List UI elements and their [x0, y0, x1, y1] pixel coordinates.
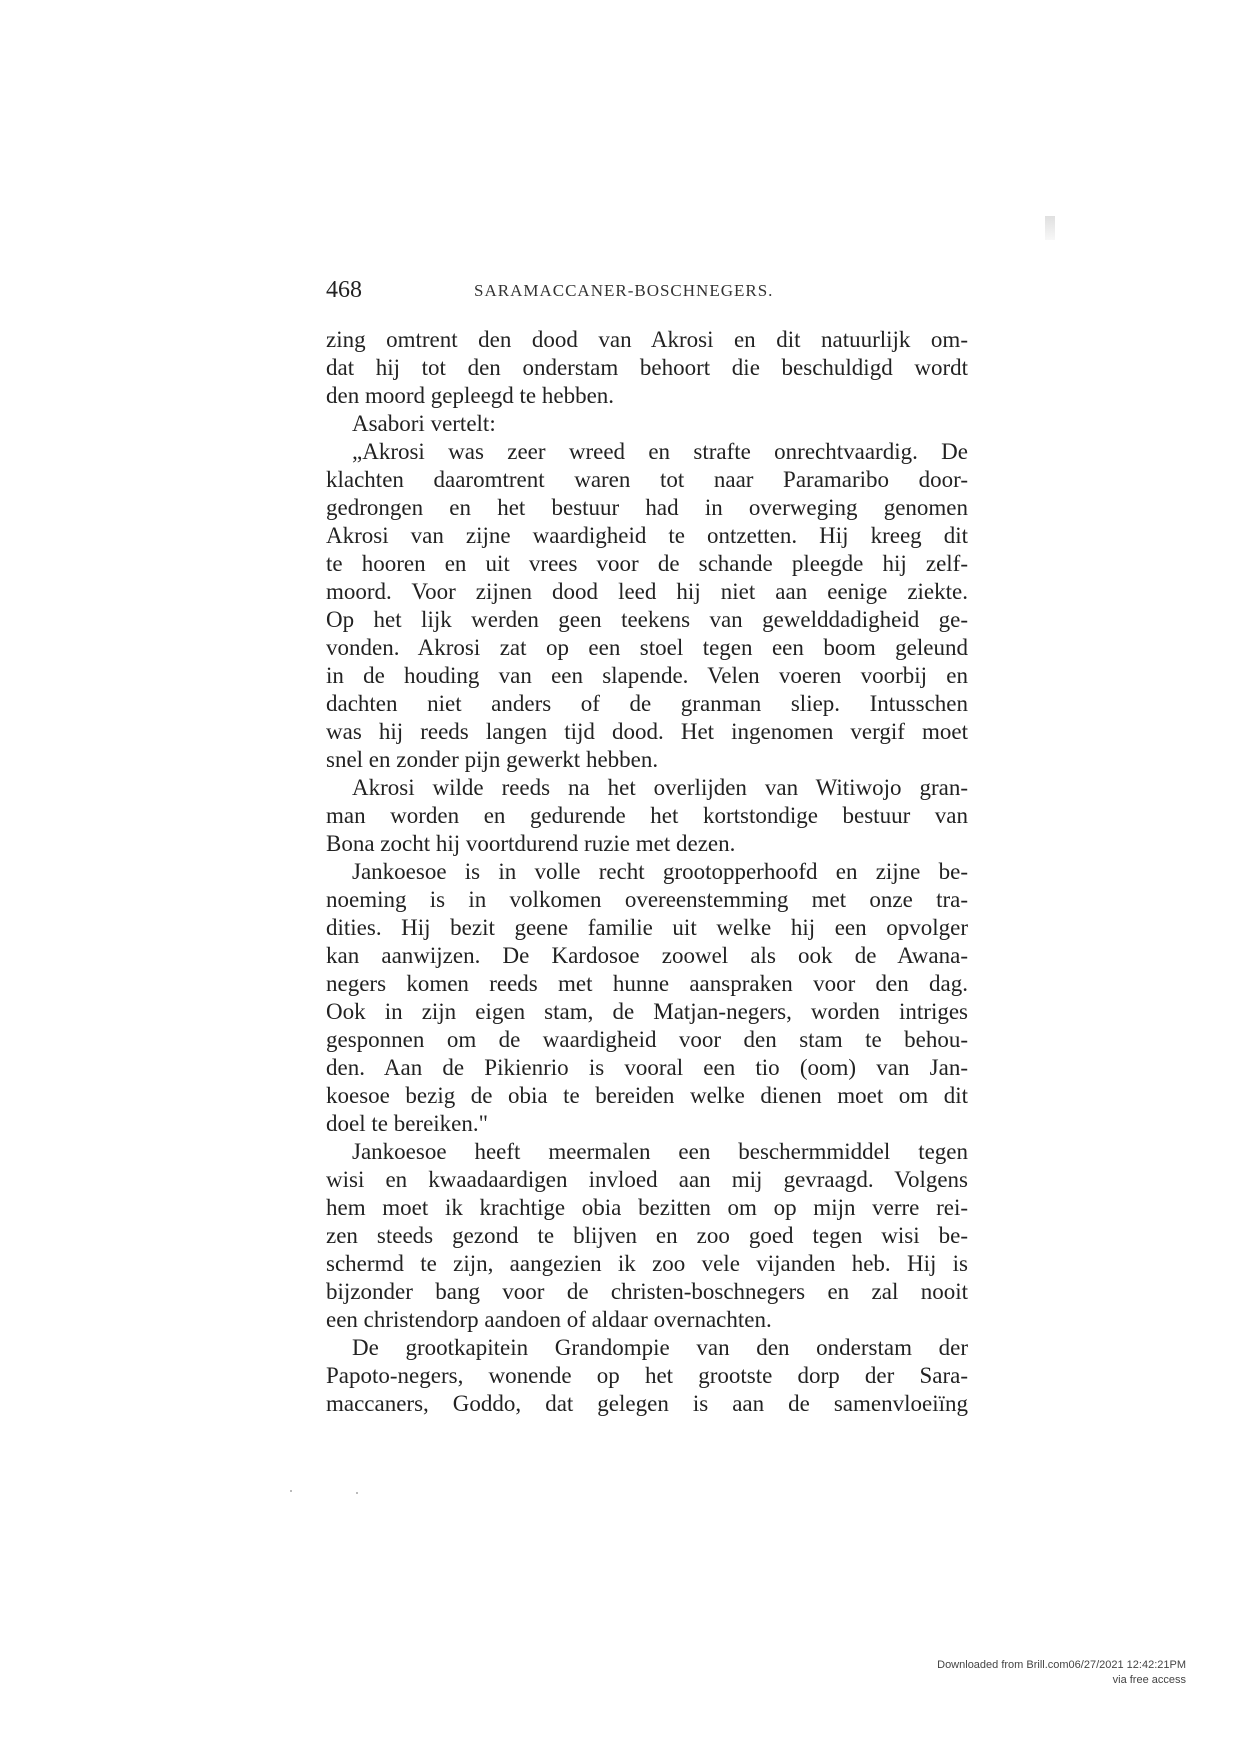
text-line: Jankoesoe is in volle recht grootopperhoofd en zijne be-: [352, 859, 968, 884]
download-notice: [937, 1658, 1186, 1688]
text-line: schermd te zijn, aangezien ik zoo vele vijanden heb. Hij is: [326, 1251, 968, 1276]
page-header: [326, 277, 976, 307]
text-line: gesponnen om de waardigheid voor den stam te behou-: [326, 1027, 968, 1052]
text-line: den moord gepleegd te hebben.: [326, 383, 615, 408]
text-line: klachten daaromtrent waren tot naar Paramaribo door-: [326, 467, 968, 492]
text-line: doel te bereiken.": [326, 1111, 489, 1136]
text-line: vonden. Akrosi zat op een stoel tegen een boom geleund: [326, 635, 968, 660]
text-line: negers komen reeds met hunne aanspraken voor den dag.: [326, 971, 968, 996]
text-line: dat hij tot den onderstam behoort die beschuldigd wordt: [326, 355, 968, 380]
text-line: Op het lijk werden geen teekens van gewelddadigheid ge-: [326, 607, 968, 632]
text-line: Akrosi van zijne waardigheid te ontzetten. Hij kreeg dit: [326, 523, 968, 548]
text-line: Jankoesoe heeft meermalen een beschermmiddel tegen: [352, 1139, 968, 1164]
text-line: man worden en gedurende het kortstondige bestuur van: [326, 803, 968, 828]
running-head: SARAMACCANER-BOSCHNEGERS.: [474, 281, 774, 300]
page-number: 468: [326, 277, 362, 303]
access-note: via free access: [1112, 1674, 1186, 1686]
text-line: Papoto-negers, wonende op het grootste dorp der Sara-: [326, 1363, 968, 1388]
text-line: koesoe bezig de obia te bereiden welke dienen moet om dit: [326, 1083, 968, 1108]
text-line: noeming is in volkomen overeenstemming met onze tra-: [326, 887, 968, 912]
text-line: kan aanwijzen. De Kardosoe zoowel als ook de Awana-: [326, 943, 968, 968]
text-line: in de houding van een slapende. Velen voeren voorbij en: [326, 663, 968, 688]
text-line: snel en zonder pijn gewerkt hebben.: [326, 747, 659, 772]
text-line: zen steeds gezond te blijven en zoo goed tegen wisi be-: [326, 1223, 968, 1248]
text-line: bijzonder bang voor de christen-boschnegers en zal nooit: [326, 1279, 968, 1304]
text-line: Asabori vertelt:: [352, 411, 496, 436]
text-line: Akrosi wilde reeds na het overlijden van Witiwojo gran-: [352, 775, 968, 800]
text-line: te hooren en uit vrees voor de schande pleegde hij zelf-: [326, 551, 968, 576]
text-line: Ook in zijn eigen stam, de Matjan-negers, worden intriges: [326, 999, 968, 1024]
text-line: wisi en kwaadaardigen invloed aan mij gevraagd. Volgens: [326, 1167, 968, 1192]
text-line: dities. Hij bezit geene familie uit welke hij een opvolger: [326, 915, 968, 940]
text-line: Bona zocht hij voortdurend ruzie met dezen.: [326, 831, 736, 856]
text-line: een christendorp aandoen of aldaar overnachten.: [326, 1307, 772, 1332]
scan-speck: [290, 1490, 292, 1492]
text-line: „Akrosi was zeer wreed en strafte onrechtvaardig. De: [352, 439, 968, 464]
text-line: zing omtrent den dood van Akrosi en dit natuurlijk om-: [326, 327, 968, 352]
body-text: [326, 326, 968, 1418]
text-line: dachten niet anders of de granman sliep. Intusschen: [326, 691, 968, 716]
text-line: hem moet ik krachtige obia bezitten om op mijn verre rei-: [326, 1195, 968, 1220]
scan-artifact: [1045, 216, 1055, 240]
text-line: gedrongen en het bestuur had in overweging genomen: [326, 495, 968, 520]
text-line: den. Aan de Pikienrio is vooral een tio (oom) van Jan-: [326, 1055, 968, 1080]
text-line: was hij reeds langen tijd dood. Het ingenomen vergif moet: [326, 719, 968, 744]
download-timestamp: Downloaded from Brill.com06/27/2021 12:42:21PM: [937, 1659, 1186, 1671]
text-line: maccaners, Goddo, dat gelegen is aan de samenvloeiïng: [326, 1391, 968, 1416]
text-line: moord. Voor zijnen dood leed hij niet aan eenige ziekte.: [326, 579, 968, 604]
text-line: De grootkapitein Grandompie van den onderstam der: [352, 1335, 968, 1360]
scan-speck: [356, 1492, 358, 1494]
